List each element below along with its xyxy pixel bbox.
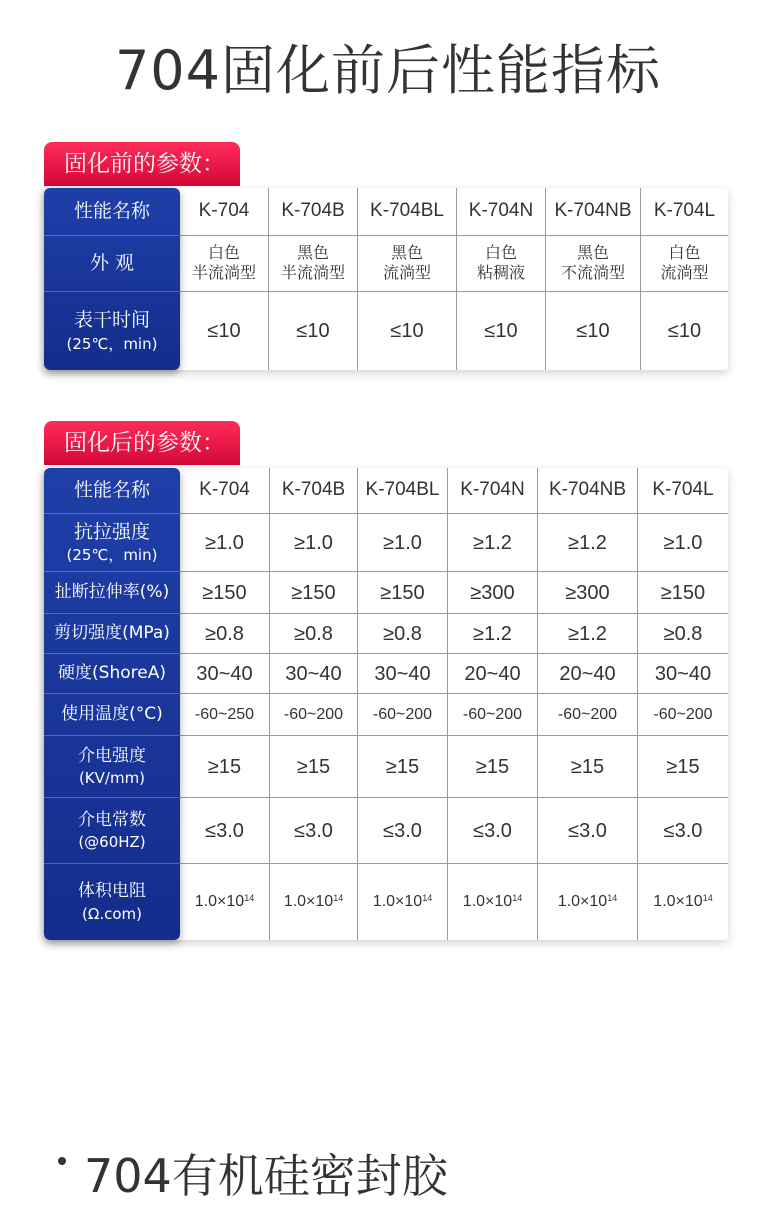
after-section-tag: 固化后的参数： xyxy=(44,421,240,465)
table-cell: 白色 流淌型 xyxy=(660,245,709,282)
after-label-column xyxy=(44,468,180,940)
row-label-text: 表干时间 xyxy=(73,309,150,332)
table-cell: ≤3.0 xyxy=(448,798,538,863)
table-row xyxy=(180,572,728,614)
table-cell: ≤10 xyxy=(269,292,358,370)
table-cell: ≥150 xyxy=(660,581,706,604)
table-cell: ≤10 xyxy=(546,292,641,370)
before-params-table xyxy=(44,188,728,370)
table-cell: ≤3.0 xyxy=(663,819,703,842)
table-cell: 黑色 不流淌型 xyxy=(546,236,641,291)
footer-title: 704有机硅密封胶 xyxy=(84,1149,448,1203)
table-cell: ≥150 xyxy=(180,572,270,613)
row-label-text: 外 观 xyxy=(89,252,135,275)
table-cell: 黑色 半流淌型 xyxy=(269,236,358,291)
table-cell: ≥150 xyxy=(358,572,448,613)
column-header: K-704 xyxy=(180,468,270,513)
table-cell: 30~40 xyxy=(654,662,712,685)
table-cell: -60~200 xyxy=(358,694,448,735)
table-cell: ≥300 xyxy=(538,572,638,613)
table-cell: ≥1.2 xyxy=(538,514,638,571)
table-cell: ≥15 xyxy=(666,755,700,778)
column-header: K-704B xyxy=(269,188,358,235)
column-header: K-704N xyxy=(448,468,538,513)
column-header: K-704L xyxy=(653,200,716,222)
table-cell: 20~40 xyxy=(538,654,638,693)
table-cell: 1.0×10 14 xyxy=(653,892,713,911)
table-cell: ≤3.0 xyxy=(358,798,448,863)
column-header: K-704NB xyxy=(546,188,641,235)
after-header-row xyxy=(180,468,728,514)
before-label-column xyxy=(44,188,180,370)
table-cell: -60~200 xyxy=(538,694,638,735)
row-label-appearance xyxy=(44,236,180,292)
row-label-hardness: 硬度(ShoreA) xyxy=(44,654,180,694)
bullet-dot-icon xyxy=(58,1157,66,1165)
table-cell: ≥15 xyxy=(270,736,358,797)
column-header: K-704L xyxy=(652,479,714,501)
table-cell: ≤3.0 xyxy=(180,798,270,863)
table-cell: 30~40 xyxy=(270,654,358,693)
table-cell: 30~40 xyxy=(358,654,448,693)
table-cell: ≥0.8 xyxy=(663,622,703,645)
table-cell: ≥0.8 xyxy=(358,614,448,653)
table-cell: 1.0×10 14 xyxy=(448,864,538,940)
table-cell: -60~250 xyxy=(180,694,270,735)
table-cell: ≥1.2 xyxy=(448,514,538,571)
before-section-tag: 固化前的参数： xyxy=(44,142,240,186)
column-header: K-704BL xyxy=(358,188,457,235)
table-cell: ≤10 xyxy=(180,292,269,370)
header-label: 性能名称 xyxy=(44,188,180,236)
row-label-shear-strength: 剪切强度(MPa) xyxy=(44,614,180,654)
table-cell: ≥1.0 xyxy=(180,514,270,571)
table-cell: ≤10 xyxy=(457,292,546,370)
table-cell: ≥1.2 xyxy=(538,614,638,653)
table-cell: ≥300 xyxy=(448,572,538,613)
table-cell: 1.0×10 14 xyxy=(270,864,358,940)
table-row xyxy=(180,514,728,572)
table-cell: 1.0×10 14 xyxy=(180,864,270,940)
table-cell: ≤3.0 xyxy=(270,798,358,863)
before-header-row xyxy=(180,188,728,236)
table-cell: ≥1.0 xyxy=(358,514,448,571)
table-row xyxy=(180,614,728,654)
column-header: K-704N xyxy=(457,188,546,235)
table-cell: 20~40 xyxy=(448,654,538,693)
column-header: K-704BL xyxy=(358,468,448,513)
row-label-elongation: 扯断拉伸率(%) xyxy=(44,572,180,614)
row-label-tensile-strength: 抗拉强度 (25℃，min) xyxy=(44,514,180,572)
table-cell: ≥15 xyxy=(448,736,538,797)
column-header: K-704B xyxy=(270,468,358,513)
table-cell: ≥15 xyxy=(538,736,638,797)
table-cell: ≥0.8 xyxy=(180,614,270,653)
table-cell: 1.0×10 14 xyxy=(358,864,448,940)
table-cell: ≤10 xyxy=(667,320,702,342)
table-cell: 1.0×10 14 xyxy=(538,864,638,940)
table-cell: 30~40 xyxy=(180,654,270,693)
column-header: K-704 xyxy=(180,188,269,235)
row-label-tack-free-time xyxy=(44,292,180,370)
table-row xyxy=(180,236,728,292)
table-cell: ≥15 xyxy=(358,736,448,797)
table-cell: -60~200 xyxy=(448,694,538,735)
table-cell: ≥1.0 xyxy=(663,531,703,554)
table-cell: ≥0.8 xyxy=(270,614,358,653)
column-header: K-704NB xyxy=(538,468,638,513)
table-cell: ≥1.2 xyxy=(448,614,538,653)
table-cell: ≥1.0 xyxy=(270,514,358,571)
table-cell: ≥15 xyxy=(180,736,270,797)
row-label-volume-resistivity: 体积电阻 (Ω.com) xyxy=(78,881,146,923)
table-cell: -60~200 xyxy=(270,694,358,735)
table-row xyxy=(180,292,728,370)
table-row xyxy=(180,864,728,940)
table-cell: ≤3.0 xyxy=(538,798,638,863)
table-row xyxy=(180,798,728,864)
table-row xyxy=(180,694,728,736)
row-label-dielectric-constant: 介电常数 (@60HZ) xyxy=(44,798,180,864)
table-cell: ≥150 xyxy=(270,572,358,613)
table-cell: 白色 粘稠液 xyxy=(457,236,546,291)
row-label-sub: (25℃，min) xyxy=(66,334,158,353)
table-row xyxy=(180,736,728,798)
header-label: 性能名称 xyxy=(44,468,180,514)
table-cell: 黑色 流淌型 xyxy=(358,236,457,291)
table-cell: -60~200 xyxy=(653,705,713,723)
row-label-dielectric-strength: 介电强度 (KV/mm) xyxy=(44,736,180,798)
page-title: 704固化前后性能指标 xyxy=(114,39,662,102)
after-params-table xyxy=(44,468,728,940)
table-cell: 白色 半流淌型 xyxy=(180,236,269,291)
table-cell: ≤10 xyxy=(358,292,457,370)
row-label-service-temp: 使用温度(°C) xyxy=(44,694,180,736)
table-row xyxy=(180,654,728,694)
